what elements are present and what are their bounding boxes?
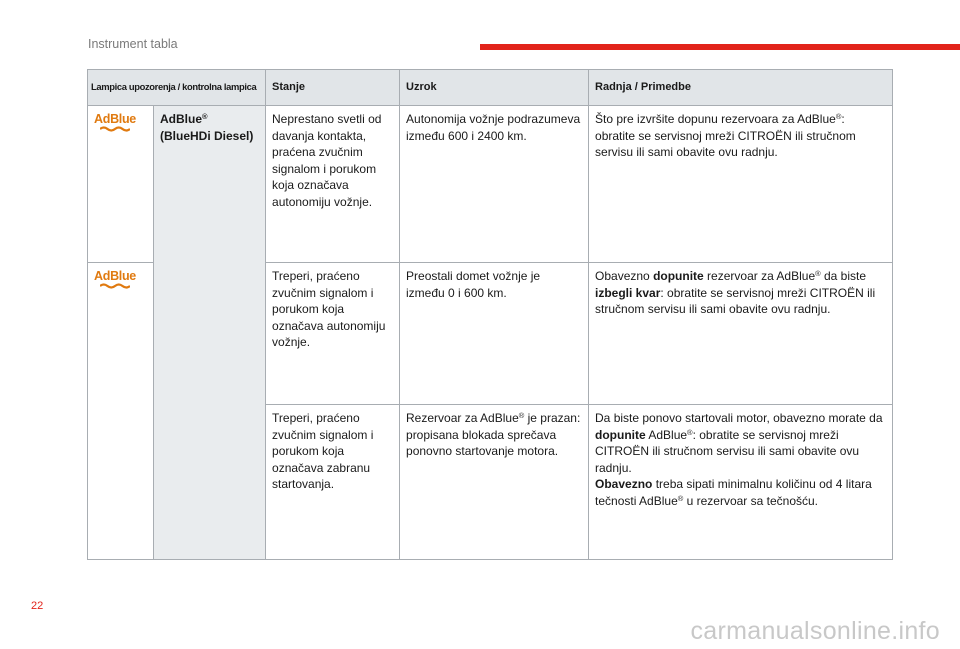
header-cause: Uzrok [400, 70, 589, 106]
state-cell: Neprestano svetli od davanja kontakta, praćena zvučnim signalom i porukom koja označava autonomiju vožnje. [266, 106, 400, 263]
watermark: carmanualsonline.info [690, 617, 940, 645]
cause-cell: Preostali domet vožnje je između 0 i 600 km. [400, 263, 589, 405]
state-cell: Treperi, praćeno zvučnim signalom i porukom koja označava autonomiju vožnje. [266, 263, 400, 405]
section-title: Instrument tabla [88, 37, 178, 51]
cause-cell: Autonomija vožnje podrazumeva između 600 i 2400 km. [400, 106, 589, 263]
warning-subname: (BlueHDi Diesel) [160, 128, 254, 143]
icon-cell [88, 106, 154, 263]
action-cell: Što pre izvršite dopunu rezervoara za AdBlue®: obratite se servisnoj mreži CITROËN ili stručnom servisu ili sami obavite ovu radnju. [589, 106, 893, 263]
cause-cell: Rezervoar za AdBlue® je prazan: propisana blokada sprečava ponovno startovanje motora. [400, 405, 589, 560]
icon-cell [88, 263, 154, 560]
warning-name-cell [154, 106, 266, 560]
state-cell: Treperi, praćeno zvučnim signalom i porukom koja označava zabranu startovanja. [266, 405, 400, 560]
action-cell: Obavezno dopunite rezervoar za AdBlue® da biste izbegli kvar: obratite se servisnoj mreži CITROËN ili stručnom servisu ili sami obavite ovu radnju. [589, 263, 893, 405]
registered-mark: ® [202, 112, 208, 121]
header-accent-bar [480, 44, 960, 50]
table-row [88, 106, 893, 263]
adblue-warning-icon: AdBlue [94, 113, 136, 132]
warning-name: AdBlue [160, 112, 202, 126]
table-header-row [88, 70, 893, 106]
header-lamp: Lampica upozorenja / kontrolna lampica [88, 70, 266, 106]
adblue-warning-icon: AdBlue [94, 270, 136, 289]
header-state: Stanje [266, 70, 400, 106]
action-cell: Da biste ponovo startovali motor, obavezno morate da dopunite AdBlue®: obratite se servisnoj mreži CITROËN ili stručnom servisu ili sami obavite ovu radnju. Obavezno treba sipati minimalnu količinu od 4 litara tečnosti AdBlue® u rezervoar sa tečnošću. [589, 405, 893, 560]
page-number: 22 [31, 600, 44, 612]
warning-lamp-table [87, 69, 893, 560]
header-action: Radnja / Primedbe [589, 70, 893, 106]
